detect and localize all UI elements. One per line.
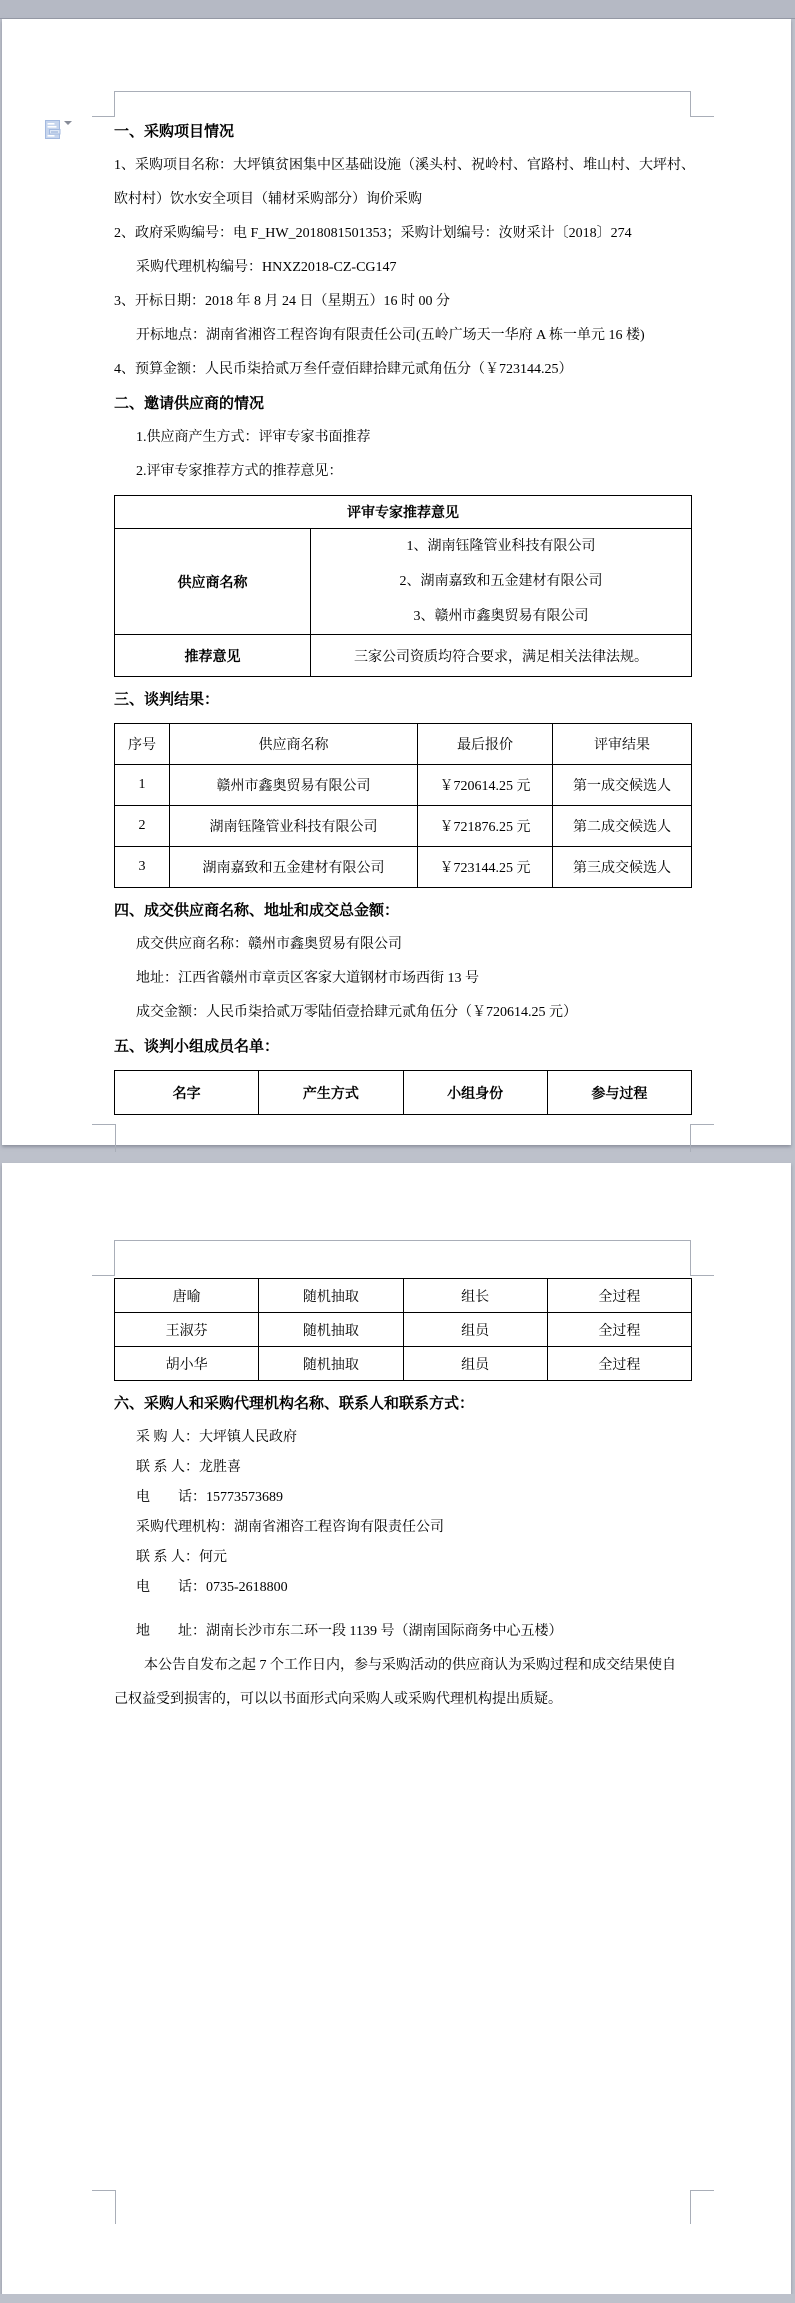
section-heading: 四、成交供应商名称、地址和成交总金额： [114, 902, 400, 919]
table-cell: 全过程 [547, 1279, 691, 1313]
section-heading: 五、谈判小组成员名单： [114, 1038, 280, 1055]
table-cell: 随机抽取 [259, 1347, 403, 1381]
table-cell: 第三成交候选人 [553, 847, 692, 888]
table-row [115, 765, 692, 806]
page-1[interactable] [2, 19, 791, 1145]
data-table [114, 495, 692, 677]
paragraph: 2、政府采购编号：电 F_HW_2018081501353；采购计划编号：汝财采计〔2018〕274 [114, 226, 632, 241]
table-cell: 最后报价 [418, 724, 553, 765]
table-cell: 湖南嘉致和五金建材有限公司 [170, 847, 418, 888]
crop-mark [690, 91, 691, 117]
document-content [114, 121, 695, 1127]
table-cell: 名字 [115, 1071, 259, 1115]
paragraph: 采购代理机构：湖南省湘咨工程咨询有限责任公司 [136, 1520, 444, 1535]
document-content [114, 1278, 692, 1723]
paragraph: 本公告自发布之起 7 个工作日内，参与采购活动的供应商认为采购过程和成交结果使自 [144, 1658, 676, 1673]
paragraph: 采购代理机构编号：HNXZ2018-CZ-CG147 [136, 260, 397, 275]
crop-mark [92, 116, 114, 117]
table-cell: 评审结果 [553, 724, 692, 765]
crop-mark [115, 1124, 116, 1152]
document-icon [45, 120, 61, 140]
table-cell: 随机抽取 [259, 1279, 403, 1313]
table-cell: 组员 [403, 1347, 547, 1381]
table-cell: 第一成交候选人 [553, 765, 692, 806]
supplier-list-item: 2、湖南嘉致和五金建材有限公司 [399, 574, 603, 589]
paragraph: 电 话：15773573689 [136, 1490, 283, 1505]
table-row [115, 806, 692, 847]
table-cell: 三家公司资质均符合要求，满足相关法律法规。 [311, 635, 692, 677]
table-row [115, 1279, 692, 1313]
table-row [115, 1313, 692, 1347]
paragraph: 地 址：湖南长沙市东二环一段 1139 号（湖南国际商务中心五楼） [136, 1624, 563, 1639]
crop-mark [690, 1240, 691, 1276]
section-heading: 三、谈判结果： [114, 691, 220, 708]
table-cell: 王淑芬 [115, 1313, 259, 1347]
table-cell: 第二成交候选人 [553, 806, 692, 847]
paragraph: 己权益受到损害的，可以以书面形式向采购人或采购代理机构提出质疑。 [114, 1692, 562, 1707]
table-cell: 唐喻 [115, 1279, 259, 1313]
paragraph: 联 系 人：何元 [136, 1550, 227, 1565]
empty-paragraph [114, 1607, 692, 1621]
table-cell: 湖南钰隆管业科技有限公司 [170, 806, 418, 847]
table-cell: 评审专家推荐意见 [115, 496, 692, 529]
crop-mark [92, 2190, 116, 2191]
table-cell: 小组身份 [403, 1071, 547, 1115]
data-table [114, 1278, 692, 1381]
supplier-list-item: 1、湖南钰隆管业科技有限公司 [406, 539, 596, 554]
table-cell: 随机抽取 [259, 1313, 403, 1347]
table-cell: 产生方式 [259, 1071, 403, 1115]
crop-mark [690, 1124, 691, 1152]
paragraph: 4、预算金额：人民币柒拾贰万叁仟壹佰肆拾肆元贰角伍分（￥723144.25） [114, 362, 573, 377]
table-cell: 推荐意见 [115, 635, 311, 677]
paragraph: 采 购 人：大坪镇人民政府 [136, 1430, 297, 1445]
table-row [115, 724, 692, 765]
table-cell: 供应商名称 [170, 724, 418, 765]
paragraph: 3、开标日期：2018 年 8 月 24 日（星期五）16 时 00 分 [114, 294, 450, 309]
supplier-list-item: 3、赣州市鑫奥贸易有限公司 [413, 609, 589, 624]
crop-mark [92, 1124, 116, 1125]
workspace-bottom-strip [0, 2294, 795, 2303]
crop-mark [691, 1275, 714, 1276]
supplier-list-cell [311, 529, 692, 635]
smart-tag-dropdown[interactable] [64, 125, 73, 134]
crop-mark [690, 2190, 691, 2224]
table-cell: 组员 [403, 1313, 547, 1347]
crop-mark [690, 2190, 714, 2191]
section-heading: 一、采购项目情况 [114, 123, 235, 140]
table-cell: 供应商名称 [115, 529, 311, 635]
paragraph: 成交金额：人民币柒拾贰万零陆佰壹拾肆元贰角伍分（￥720614.25 元） [136, 1005, 577, 1020]
table-cell: 2 [115, 806, 170, 847]
crop-mark [691, 116, 714, 117]
paragraph: 地址：江西省赣州市章贡区客家大道钢材市场西街 13 号 [136, 971, 479, 986]
table-row [115, 496, 692, 529]
table-cell: 1 [115, 765, 170, 806]
paragraph: 1、采购项目名称：大坪镇贫困集中区基础设施（溪头村、祝岭村、官路村、堆山村、大坪村、 [114, 158, 695, 173]
table-row [115, 847, 692, 888]
section-heading: 二、邀请供应商的情况 [114, 395, 265, 412]
table-cell: 3 [115, 847, 170, 888]
table-cell: 全过程 [547, 1313, 691, 1347]
paragraph: 电 话：0735-2618800 [136, 1580, 288, 1595]
crop-mark [114, 1240, 691, 1241]
table-cell: ￥723144.25 元 [418, 847, 553, 888]
data-table [114, 1070, 692, 1115]
crop-mark [115, 2190, 116, 2224]
table-row [115, 1347, 692, 1381]
paragraph: 开标地点：湖南省湘咨工程咨询有限责任公司(五岭广场天一华府 A 栋一单元 16 楼) [136, 328, 645, 343]
paragraph: 成交供应商名称：赣州市鑫奥贸易有限公司 [136, 937, 402, 952]
crop-mark [114, 91, 691, 92]
table-cell: ￥721876.25 元 [418, 806, 553, 847]
section-heading: 六、采购人和采购代理机构名称、联系人和联系方式： [114, 1395, 475, 1412]
data-table [114, 723, 692, 888]
workspace-top-strip [0, 0, 795, 19]
paragraph: 2.评审专家推荐方式的推荐意见： [136, 464, 343, 479]
table-row [115, 1071, 692, 1115]
table-cell: ￥720614.25 元 [418, 765, 553, 806]
paragraph: 联 系 人：龙胜喜 [136, 1460, 241, 1475]
table-cell: 胡小华 [115, 1347, 259, 1381]
crop-mark [114, 91, 115, 117]
table-cell: 组长 [403, 1279, 547, 1313]
smart-tag-button[interactable] [45, 120, 75, 142]
table-cell: 参与过程 [547, 1071, 691, 1115]
page-2[interactable] [2, 1163, 791, 2294]
crop-mark [114, 1240, 115, 1276]
table-cell: 赣州市鑫奥贸易有限公司 [170, 765, 418, 806]
paragraph: 1.供应商产生方式：评审专家书面推荐 [136, 430, 371, 445]
table-row [115, 635, 692, 677]
table-row [115, 529, 692, 635]
crop-mark [690, 1124, 714, 1125]
paragraph: 欧村村）饮水安全项目（辅材采购部分）询价采购 [114, 192, 422, 207]
chevron-down-icon [64, 121, 72, 142]
table-cell: 全过程 [547, 1347, 691, 1381]
table-cell: 序号 [115, 724, 170, 765]
crop-mark [92, 1275, 114, 1276]
